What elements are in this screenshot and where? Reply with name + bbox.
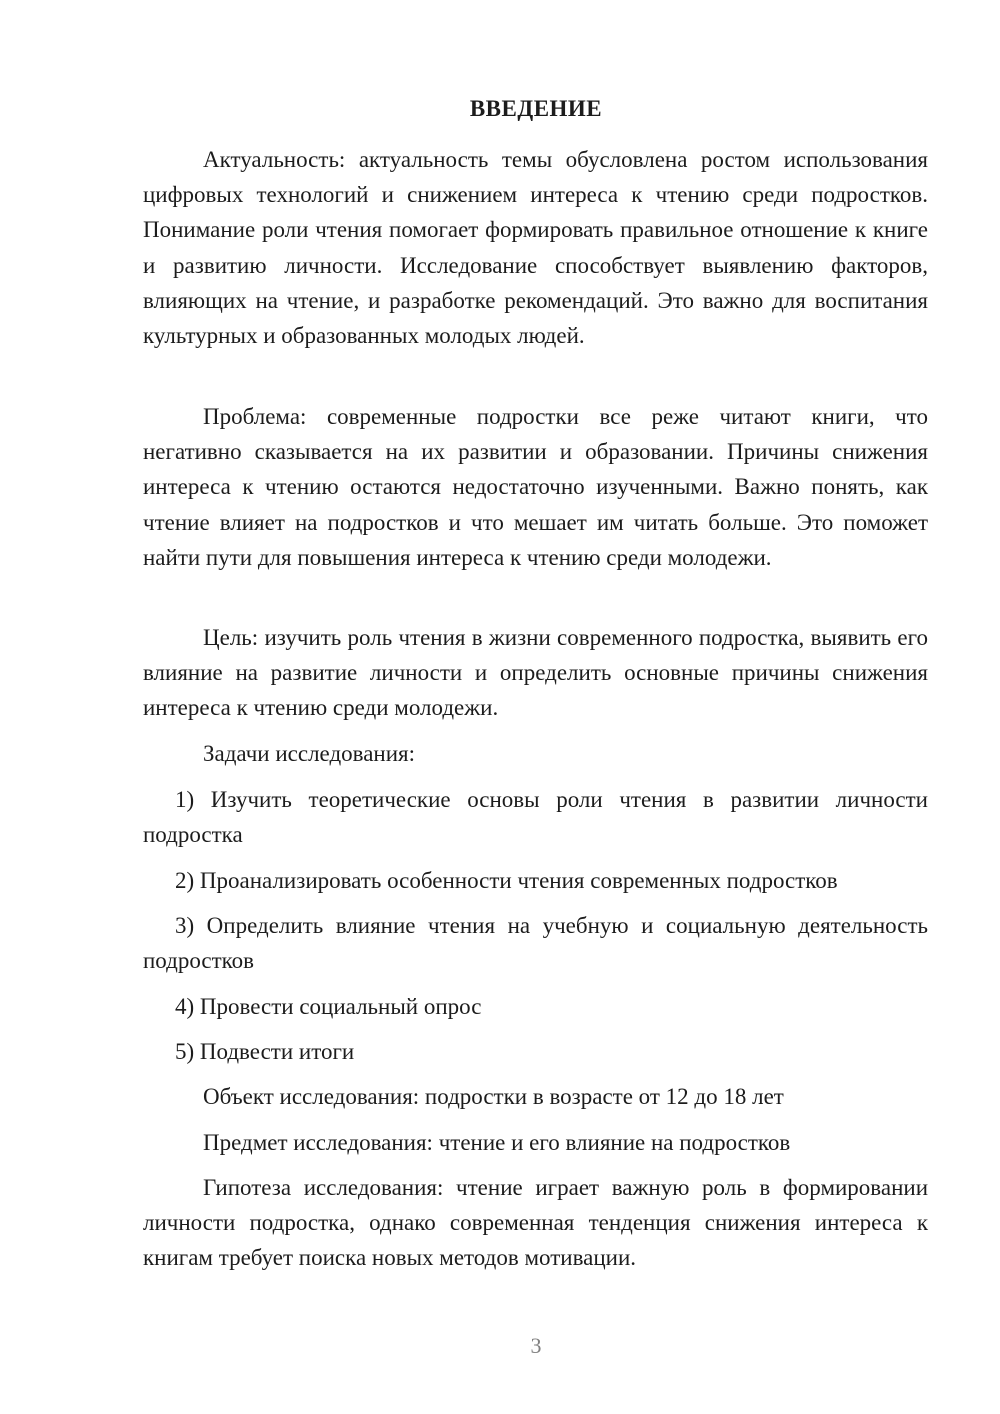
problem-paragraph: Проблема: современные подростки все реже читают книги, что негативно сказывается на их развитии и образовании. Причины снижения интереса к чтению остаются недостаточно изученными. Важно понять, как чтение влияет на подростков и что мешает им читать больше. Это поможет найти пути для повышения интереса к чтению среди молодежи. bbox=[143, 404, 928, 570]
task-item-5: 5) Подвести итоги bbox=[175, 1039, 355, 1064]
subject-paragraph: Предмет исследования: чтение и его влияние на подростков bbox=[203, 1130, 791, 1155]
page-title: ВВЕДЕНИЕ bbox=[469, 96, 603, 121]
object-paragraph: Объект исследования: подростки в возрасте от 12 до 18 лет bbox=[203, 1084, 784, 1109]
relevance-paragraph: Актуальность: актуальность темы обусловлена ростом использования цифровых технологий и снижением интереса к чтению среди подростков. Понимание роли чтения помогает формировать правильное отношение к книге и развитию личности. Исследование способствует выявлению факторов, влияющих на чтение, и разработке рекомендаций. Это важно для воспитания культурных и образованных молодых людей. bbox=[143, 147, 928, 349]
hypothesis-paragraph: Гипотеза исследования: чтение играет важную роль в формировании личности подростка, однако современная тенденция снижения интереса к книгам требует поиска новых методов мотивации. bbox=[143, 1175, 928, 1271]
task-item-2: 2) Проанализировать особенности чтения современных подростков bbox=[175, 868, 838, 893]
task-item-3: 3) Определить влияние чтения на учебную и социальную деятельность подростков bbox=[143, 913, 928, 974]
task-item-1: 1) Изучить теоретические основы роли чтения в развитии личности подростка bbox=[143, 787, 928, 848]
task-item-4: 4) Провести социальный опрос bbox=[175, 994, 482, 1019]
goal-paragraph: Цель: изучить роль чтения в жизни современного подростка, выявить его влияние на развитие личности и определить основные причины снижения интереса к чтению среди молодежи. bbox=[143, 625, 928, 721]
tasks-heading: Задачи исследования: bbox=[203, 741, 416, 766]
page-number: 3 bbox=[530, 1333, 542, 1358]
